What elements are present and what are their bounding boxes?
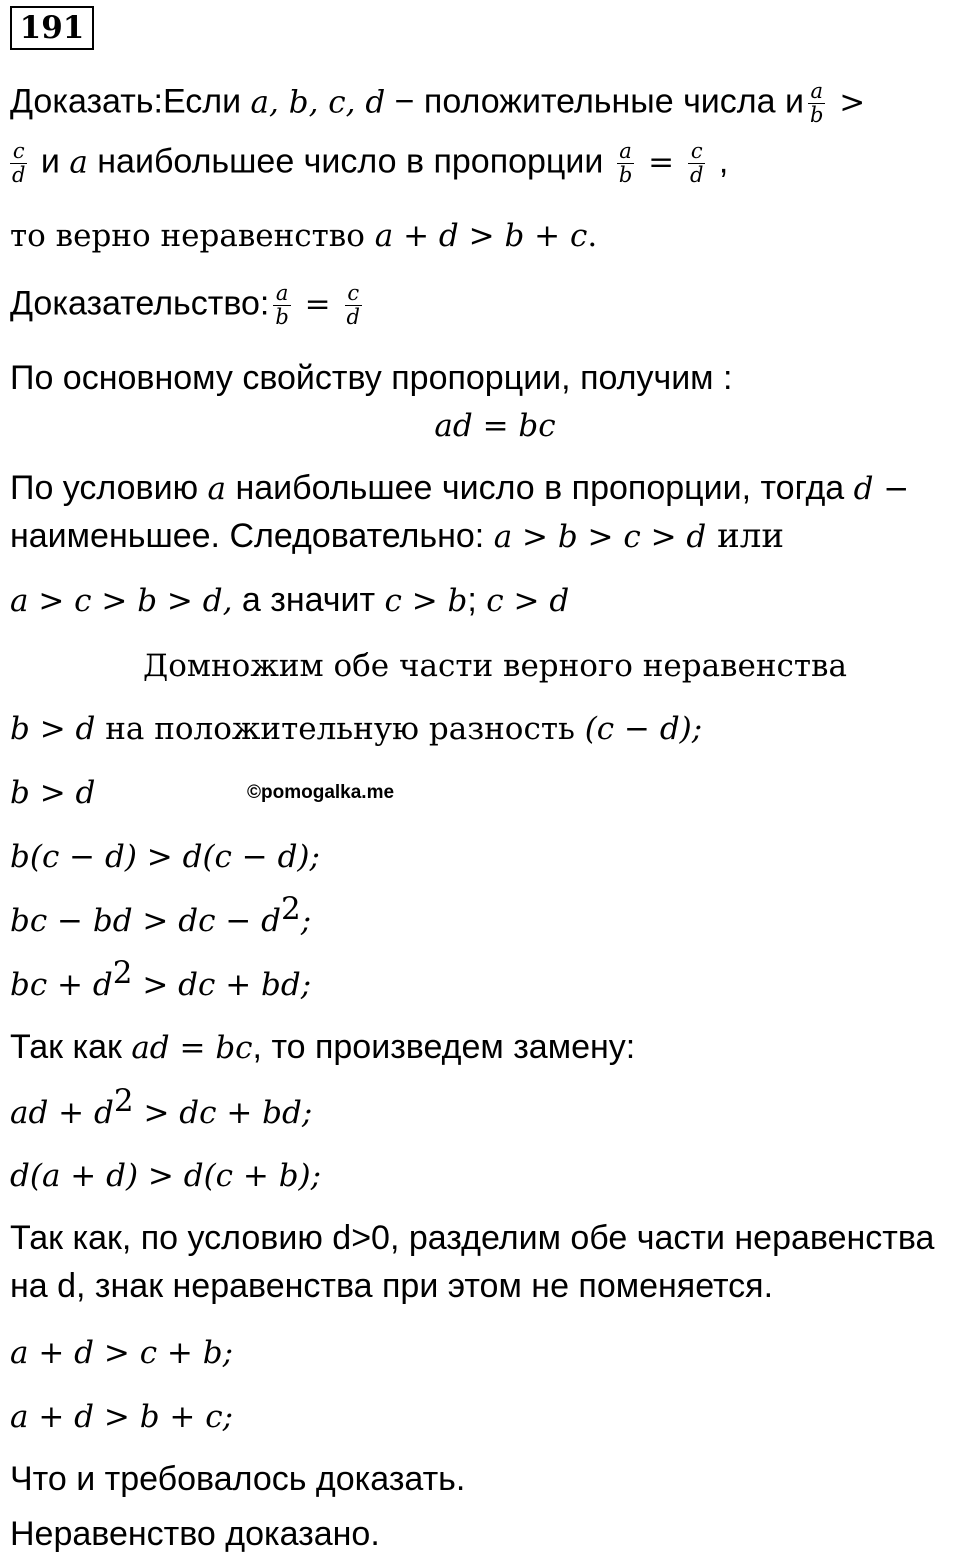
multiply-line-1: Домножим обе части верного неравенства bbox=[143, 648, 847, 684]
step-8: a + d > b + c; bbox=[10, 1399, 234, 1435]
fraction-a-over-b: $\frac{a}{b}$ bbox=[618, 139, 633, 187]
step-1: b > d bbox=[10, 775, 96, 811]
condition-line-3: a > c > b > d, а значит c > b; c > d bbox=[10, 581, 570, 619]
condition-line-2: наименьшее. Следовательно: a > b > c > d или bbox=[10, 516, 785, 556]
statement-line-1: Доказать:Если a, b, c, d − положительные числа и $\frac{a}{b}$ > bbox=[10, 79, 866, 127]
problem-number: 191 bbox=[10, 6, 94, 50]
fraction-a-over-b: $\frac{a}{b}$ bbox=[275, 281, 289, 329]
qed-text: Что и требовалось доказать. bbox=[10, 1460, 466, 1498]
multiply-line-2: b > d на положительную разность (c − d); bbox=[10, 711, 703, 747]
fraction-a-over-b: $\frac{a}{b}$ bbox=[809, 79, 824, 127]
statement-line-3: то верно неравенство a + d > b + c. bbox=[10, 218, 598, 254]
step-4: bc + $d^2$ > dc + bd; bbox=[10, 955, 312, 1003]
statement-line-2: $\frac{c}{d}$ и a наибольшее число в пропорции $\frac{a}{b}$ = $\frac{c}{d}$ , bbox=[12, 139, 729, 187]
step-3: bc − bd > dc − $d^2$; bbox=[10, 891, 312, 939]
divide-text-2: на d, знак неравенства при этом не поменяется. bbox=[10, 1267, 774, 1305]
step-6: d(a + d) > d(c + b); bbox=[10, 1158, 322, 1194]
replace-line: Так как ad = bc, то произведем замену: bbox=[10, 1028, 636, 1066]
fraction-c-over-d: $\frac{c}{d}$ bbox=[12, 139, 26, 187]
step-5: ad + $d^2$ > dc + bd; bbox=[10, 1083, 313, 1131]
proof-label-line: Доказательство: $\frac{a}{b}$ = $\frac{c}{d}$ bbox=[10, 281, 360, 329]
fraction-c-over-d: $\frac{c}{d}$ bbox=[689, 139, 704, 187]
proven-text: Неравенство доказано. bbox=[10, 1515, 380, 1553]
equation-ad-bc: ad = bc bbox=[434, 408, 556, 444]
fraction-c-over-d: $\frac{c}{d}$ bbox=[346, 281, 360, 329]
proportion-property-text: По основному свойству пропорции, получим : bbox=[10, 359, 733, 397]
condition-line-1: По условию a наибольшее число в пропорции, тогда d − bbox=[10, 469, 910, 507]
divide-text-1: Так как, по условию d>0, разделим обе части неравенства bbox=[10, 1219, 935, 1257]
step-7: a + d > c + b; bbox=[10, 1335, 234, 1371]
step-2: b(c − d) > d(c − d); bbox=[10, 839, 320, 875]
watermark: ©pomogalka.me bbox=[247, 782, 395, 803]
